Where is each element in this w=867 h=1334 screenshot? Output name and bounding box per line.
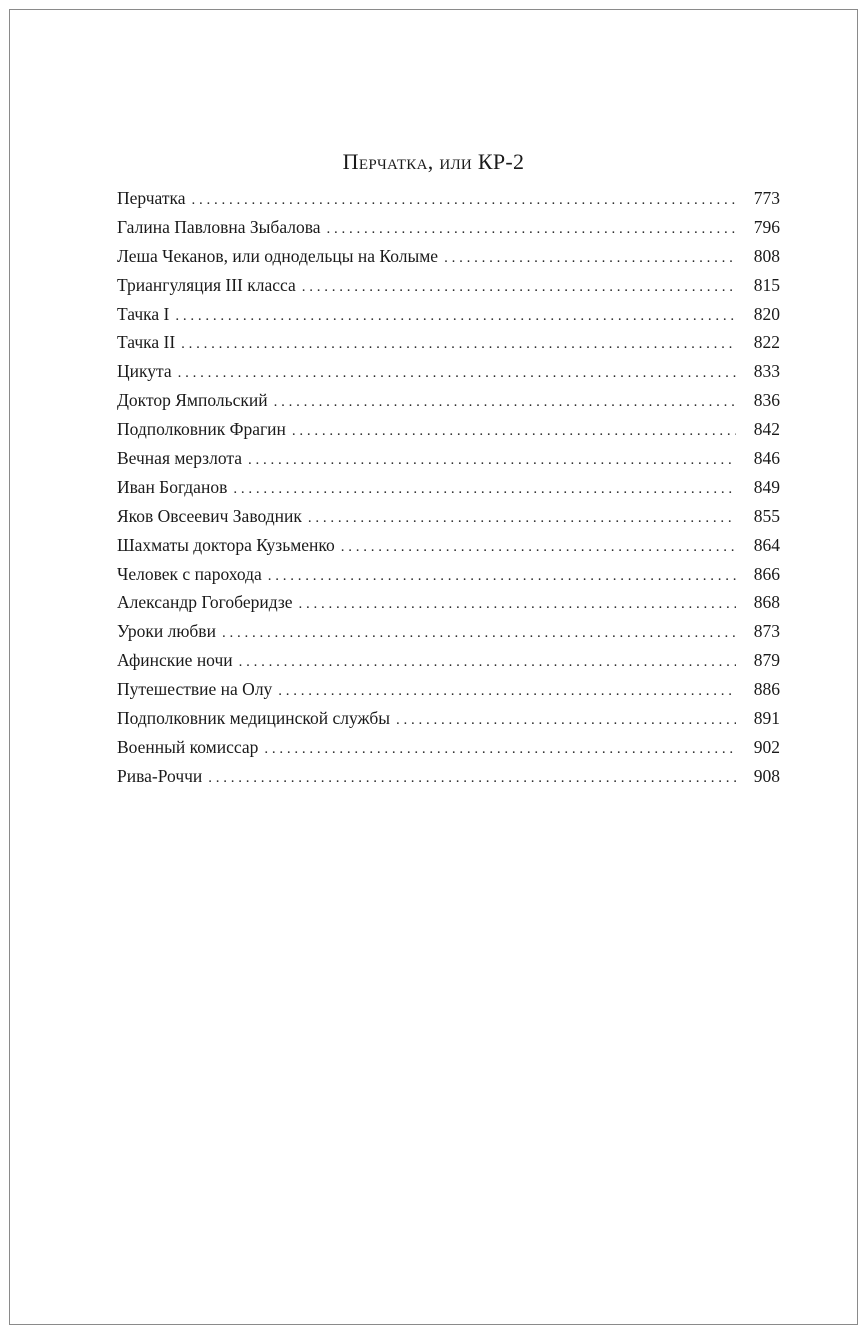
- section-title: Перчатка, или КР-2: [342, 149, 525, 174]
- toc-entry-title: Афинские ночи: [117, 650, 233, 671]
- toc-entry-title: Подполковник Фрагин: [117, 419, 286, 440]
- toc-dot-leader: [299, 590, 736, 619]
- toc-entry-page: 886: [753, 679, 780, 700]
- toc-entry-page: 773: [753, 188, 780, 208]
- toc-entry-page: 849: [753, 476, 780, 497]
- toc-entry-page: 815: [753, 274, 780, 295]
- toc-entry-title: Военный комиссар: [117, 736, 259, 757]
- toc-dot-leader: [396, 706, 736, 735]
- toc-entry-title: Тачка I: [117, 303, 170, 324]
- toc-entry-page: 808: [753, 245, 780, 266]
- toc-dot-leader: [264, 735, 736, 764]
- toc-dot-leader: [239, 648, 736, 677]
- toc-entry[interactable]: [117, 531, 780, 560]
- toc-entry[interactable]: [117, 762, 780, 791]
- toc-entry[interactable]: [117, 242, 780, 271]
- toc-entry[interactable]: [117, 473, 780, 502]
- toc-entry-page: 796: [753, 216, 780, 237]
- toc-entry-title: Путешествие на Олу: [117, 679, 273, 700]
- toc-entry[interactable]: [117, 357, 780, 386]
- toc-entry-title: Человек с парохода: [117, 563, 262, 584]
- toc-entry-title: Галина Павловна Зыбалова: [117, 216, 321, 237]
- toc-entry-page: 879: [753, 650, 780, 671]
- toc-dot-leader: [192, 186, 737, 215]
- toc-entry-page: 820: [753, 303, 780, 324]
- toc-dot-leader: [233, 475, 736, 504]
- toc-entry-title: Рива-Роччи: [117, 765, 203, 786]
- toc-entry-title: Александр Гогоберидзе: [117, 592, 293, 613]
- toc-entry-title: Иван Богданов: [117, 476, 228, 497]
- toc-entry-title: Леша Чеканов, или однодельцы на Колыме: [117, 245, 439, 266]
- toc-dot-leader: [308, 504, 736, 533]
- toc-dot-leader: [292, 417, 736, 446]
- toc-entry[interactable]: [117, 444, 780, 473]
- toc-entry-page: 866: [753, 563, 780, 584]
- toc-dot-leader: [178, 359, 736, 388]
- toc-entry[interactable]: [117, 733, 780, 762]
- toc-entry-title: Доктор Ямпольский: [117, 390, 268, 411]
- toc-entry-title: Тачка II: [117, 332, 176, 353]
- toc-entry[interactable]: [117, 588, 780, 617]
- table-of-contents: [117, 184, 780, 791]
- toc-entry[interactable]: [117, 328, 780, 357]
- toc-entry-title: Яков Овсеевич Заводник: [117, 505, 302, 526]
- toc-entry-title: Цикута: [117, 361, 172, 382]
- toc-entry[interactable]: [117, 271, 780, 300]
- toc-dot-leader: [208, 764, 736, 793]
- toc-entry-page: 842: [753, 419, 780, 440]
- toc-entry-page: 836: [753, 390, 780, 411]
- toc-entry[interactable]: [117, 646, 780, 675]
- toc-entry-page: 833: [753, 361, 780, 382]
- toc-dot-leader: [302, 273, 736, 302]
- toc-entry[interactable]: [117, 300, 780, 329]
- toc-entry[interactable]: [117, 386, 780, 415]
- toc-dot-leader: [327, 215, 736, 244]
- toc-dot-leader: [268, 562, 736, 591]
- toc-entry-page: 864: [753, 534, 780, 555]
- toc-entry-page: 868: [753, 592, 780, 613]
- toc-entry[interactable]: [117, 502, 780, 531]
- toc-entry[interactable]: [117, 415, 780, 444]
- toc-entry-title: Вечная мерзлота: [117, 448, 242, 469]
- toc-entry-page: 902: [753, 736, 780, 757]
- toc-dot-leader: [248, 446, 736, 475]
- toc-entry-page: 855: [753, 505, 780, 526]
- toc-entry[interactable]: [117, 704, 780, 733]
- toc-dot-leader: [222, 619, 736, 648]
- toc-dot-leader: [274, 388, 736, 417]
- toc-dot-leader: [444, 244, 736, 273]
- toc-dot-leader: [278, 677, 736, 706]
- toc-entry-title: Подполковник медицинской службы: [117, 708, 391, 729]
- toc-entry-page: 846: [753, 448, 780, 469]
- toc-entry-page: 822: [753, 332, 780, 353]
- toc-entry[interactable]: [117, 560, 780, 589]
- toc-entry-page: 873: [753, 621, 780, 642]
- toc-entry-title: Перчатка: [117, 188, 186, 208]
- toc-entry-page: 908: [753, 765, 780, 786]
- toc-entry-title: Уроки любви: [117, 621, 216, 642]
- toc-entry[interactable]: [117, 617, 780, 646]
- toc-entry[interactable]: [117, 184, 780, 213]
- toc-dot-leader: [181, 330, 736, 359]
- toc-dot-leader: [341, 533, 736, 562]
- toc-entry-page: 891: [753, 708, 780, 729]
- toc-entry-title: Триангуляция III класса: [117, 274, 296, 295]
- toc-entry[interactable]: [117, 675, 780, 704]
- toc-entry-title: Шахматы доктора Кузьменко: [117, 534, 335, 555]
- toc-dot-leader: [175, 302, 736, 331]
- toc-entry[interactable]: [117, 213, 780, 242]
